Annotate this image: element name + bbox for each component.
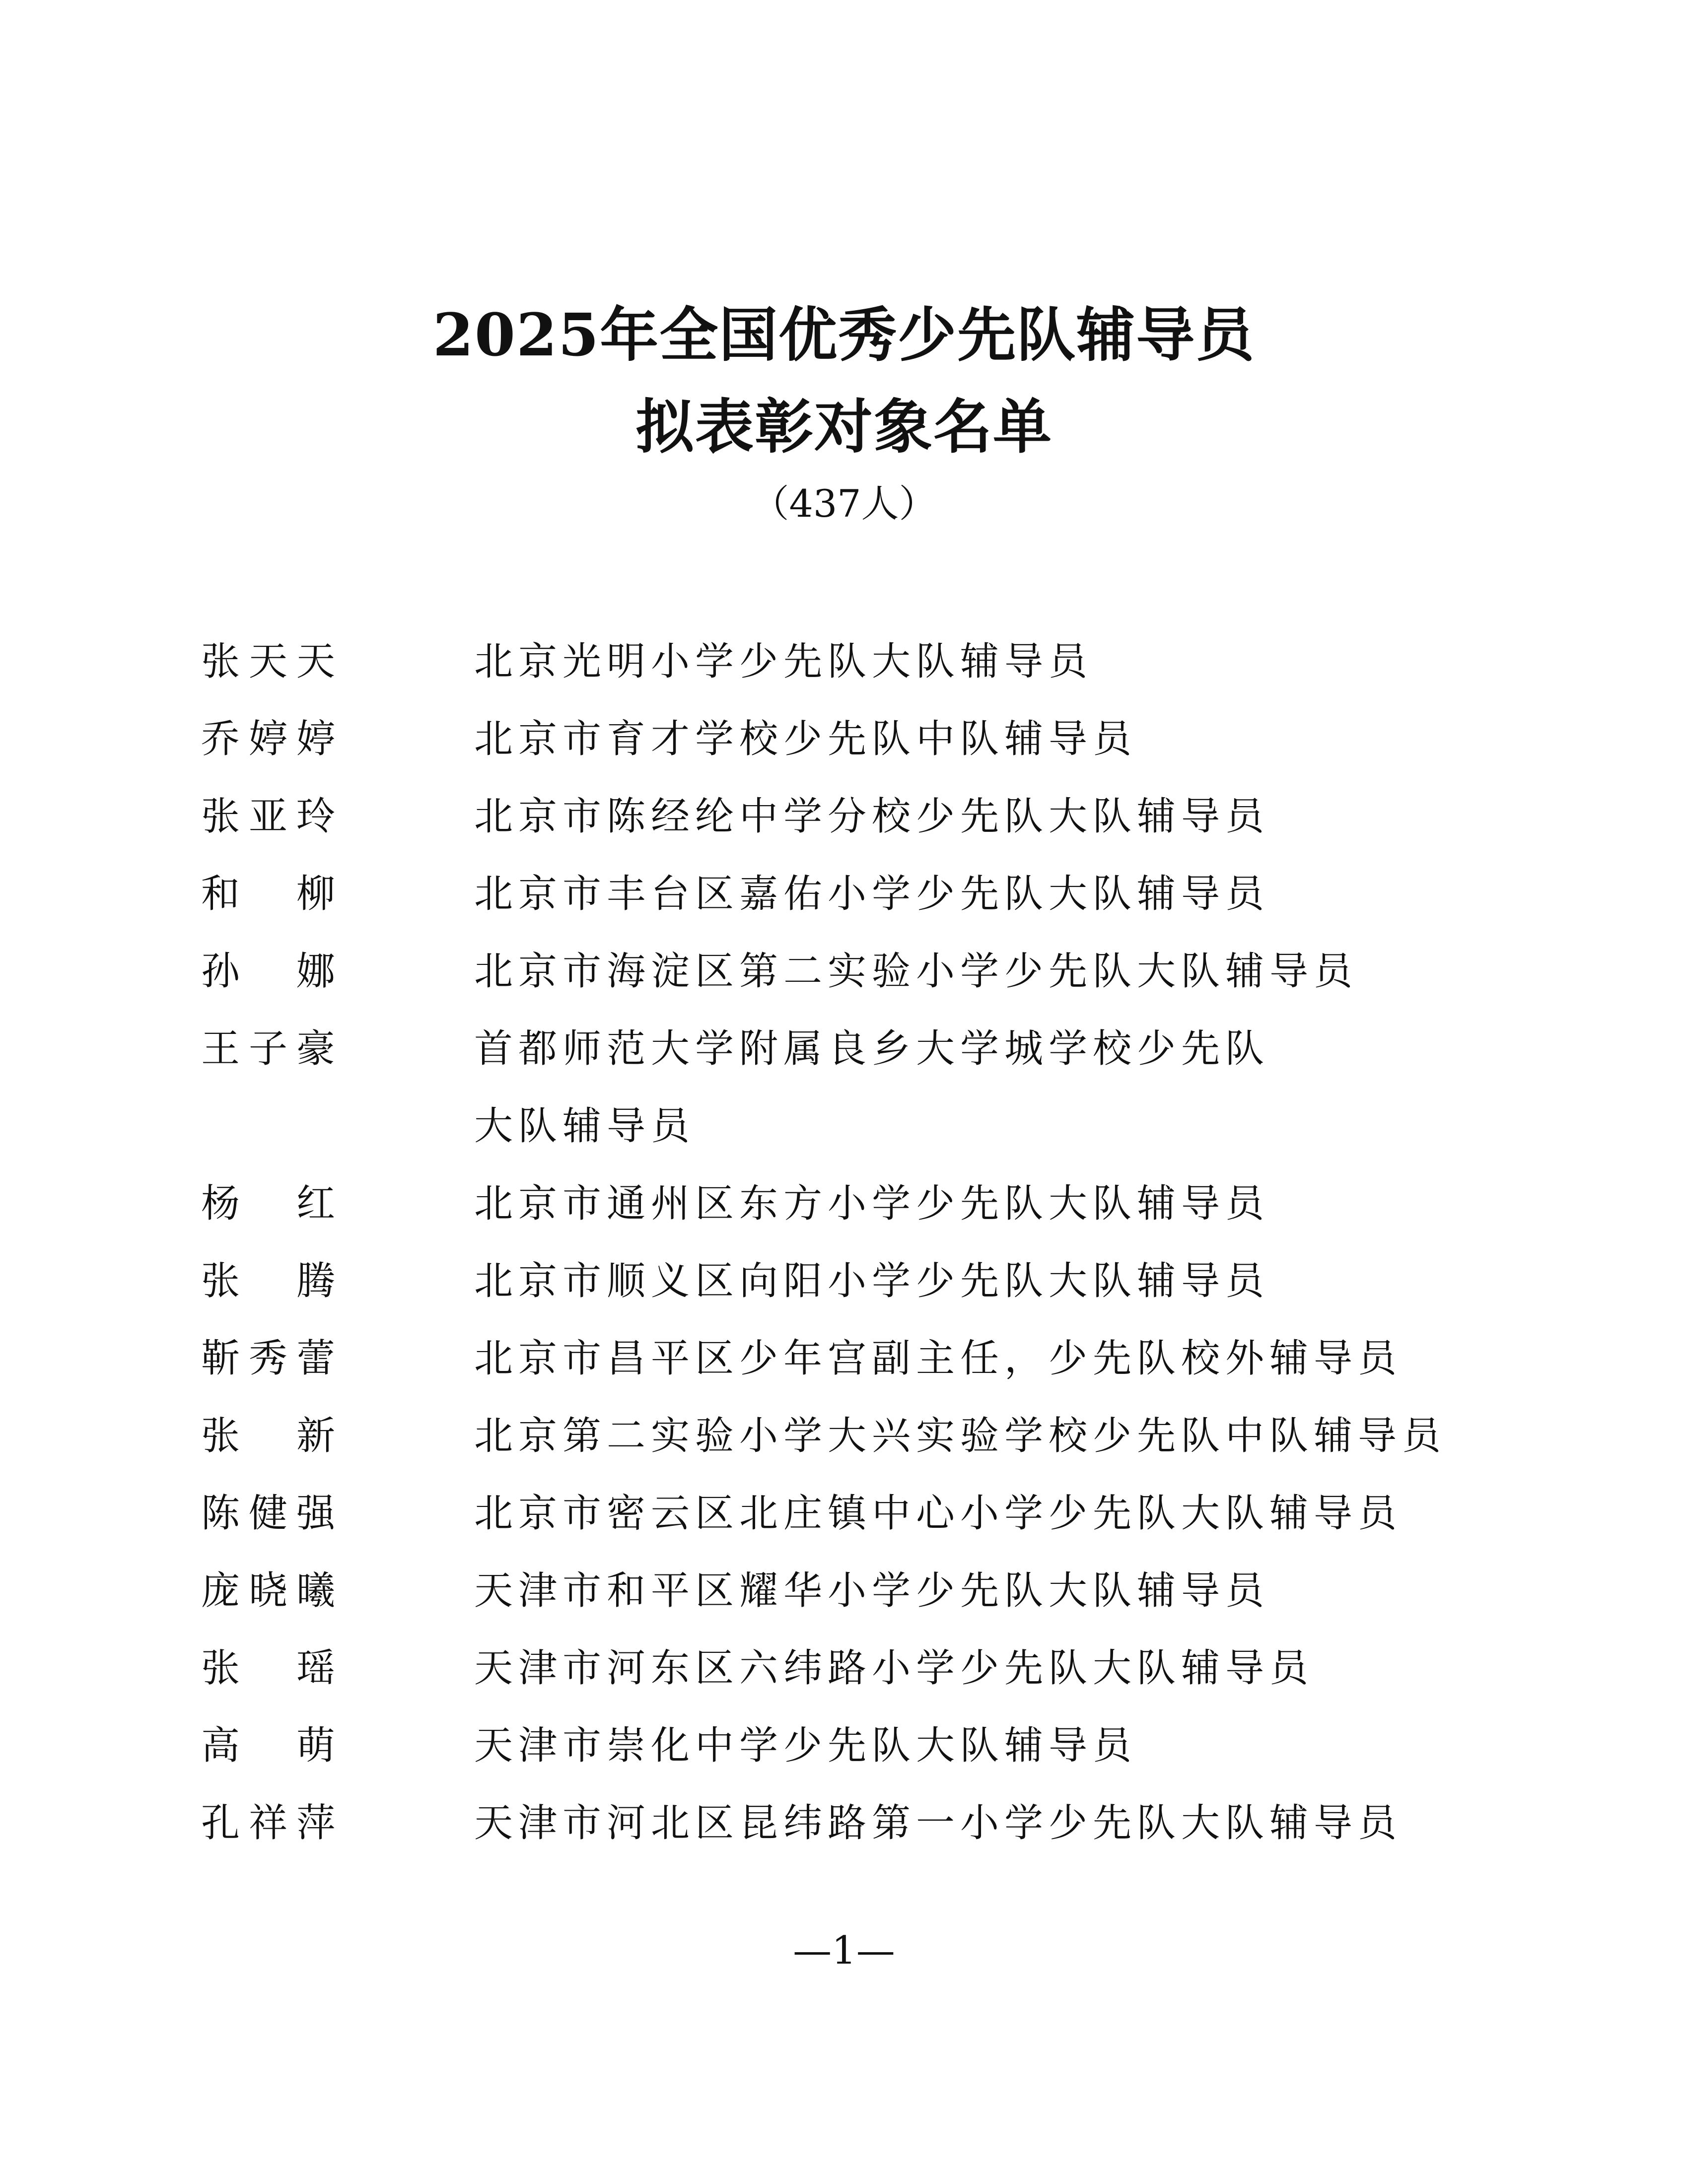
honoree-list [0,623,1688,1862]
honoree-position: 北京市海淀区第二实验小学少先队大队辅导员 [474,949,1358,994]
honoree-position: 北京第二实验小学大兴实验学校少先队中队辅导员 [474,1414,1447,1458]
list-item [0,1397,1688,1475]
honoree-name: 张天天 [201,639,335,684]
list-item [0,1165,1688,1242]
list-item [0,1784,1688,1862]
list-item [0,623,1688,700]
honoree-position: 首都师范大学附属良乡大学城学校少先队大队辅导员 [474,1026,1270,1149]
honoree-name: 张 新 [201,1414,335,1458]
honoree-position: 北京市密云区北庄镇中心小学少先队大队辅导员 [474,1491,1403,1536]
honoree-position: 北京市顺义区向阳小学少先队大队辅导员 [474,1259,1270,1303]
list-item [0,1707,1688,1784]
honoree-name: 高 萌 [201,1723,335,1768]
list-item [0,1475,1688,1552]
subtitle-count: （437人） [751,481,937,526]
honoree-name: 陈健强 [201,1491,335,1536]
list-item [0,1242,1688,1320]
list-item [0,778,1688,855]
honoree-name: 杨 红 [201,1181,335,1226]
honoree-position: 北京市通州区东方小学少先队大队辅导员 [474,1181,1270,1226]
honoree-name: 张 瑶 [201,1646,335,1691]
honoree-position: 天津市河北区昆纬路第一小学少先队大队辅导员 [474,1801,1403,1845]
honoree-position: 天津市和平区耀华小学少先队大队辅导员 [474,1569,1270,1613]
list-item [0,1630,1688,1707]
honoree-name: 乔婷婷 [201,717,335,761]
list-item [0,1320,1688,1397]
honoree-name: 张 腾 [201,1259,335,1303]
title-line-1: 2025年全国优秀少先队辅导员 [432,300,1256,369]
honoree-name: 靳秀蕾 [201,1336,335,1381]
list-item [0,933,1688,1010]
honoree-position: 北京市育才学校少先队中队辅导员 [474,717,1137,761]
honoree-name: 和 柳 [201,872,335,916]
list-item [0,1010,1688,1165]
list-item [0,1552,1688,1630]
title-line-2: 拟表彰对象名单 [635,392,1053,461]
honoree-position: 北京光明小学少先队大队辅导员 [474,639,1093,684]
list-item [0,700,1688,778]
honoree-name: 庞晓曦 [201,1569,335,1613]
honoree-position: 天津市崇化中学少先队大队辅导员 [474,1723,1137,1768]
honoree-position: 北京市陈经纶中学分校少先队大队辅导员 [474,794,1270,839]
honoree-name: 孔祥萍 [201,1801,335,1845]
honoree-name: 孙 娜 [201,949,335,994]
list-item [0,855,1688,933]
honoree-position: 北京市丰台区嘉佑小学少先队大队辅导员 [474,872,1270,916]
page-number: —1— [793,1928,895,1973]
honoree-position: 天津市河东区六纬路小学少先队大队辅导员 [474,1646,1314,1691]
honoree-name: 王子豪 [201,1026,335,1071]
honoree-position: 北京市昌平区少年宫副主任，少先队校外辅导员 [474,1336,1403,1381]
honoree-name: 张亚玲 [201,794,335,839]
